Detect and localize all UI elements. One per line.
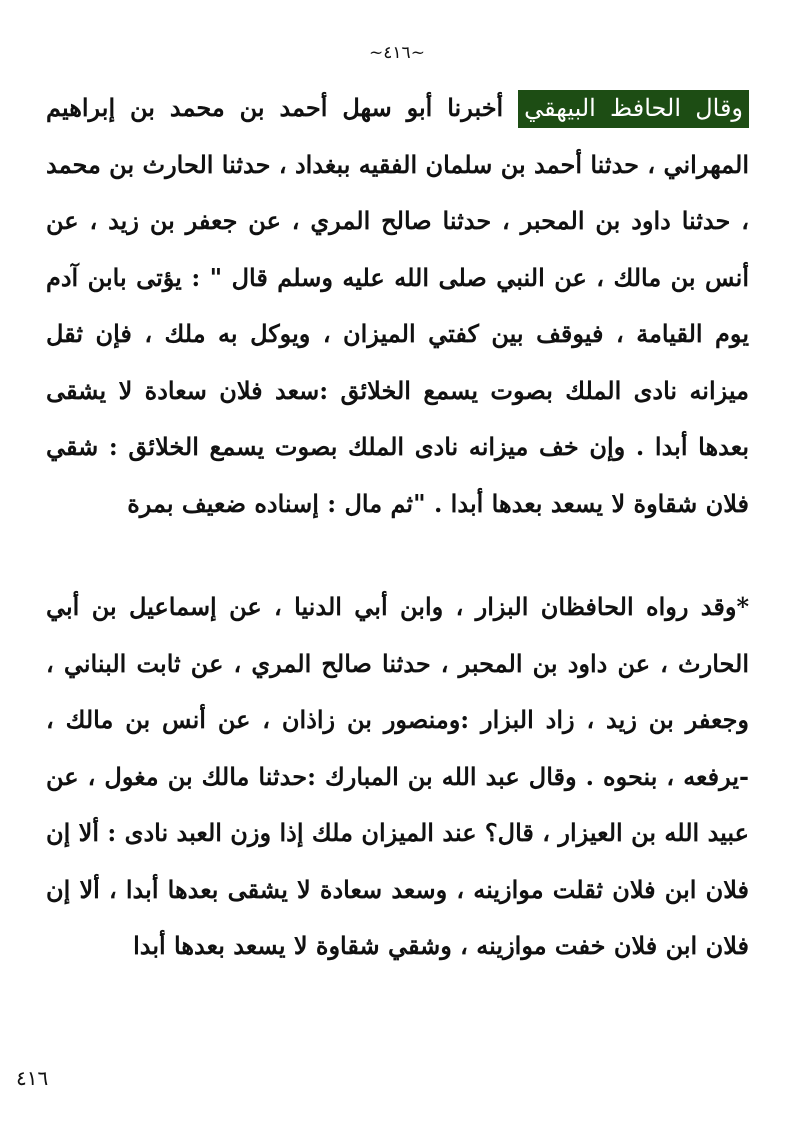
paragraph-1-text: أخبرنا أبو سهل أحمد بن محمد بن إبراهيم المهراني ، حدثنا أحمد بن سلمان الفقيه ببغداد ، حدثنا الحارث بن محمد ، حدثنا داود بن المحبر ، حدثنا صالح المري ، عن جعفر بن زيد ، عن أنس بن مالك ، عن النبي صلى الله عليه وسلم قال " : يؤتى بابن آدم يوم القيامة ، فيوقف بين كفتي الميزان ، ويوكل به ملك ، فإن ثقل ميزانه نادى الملك بصوت يسمع الخلائق :سعد فلان سعادة لا يشقى بعدها أبدا . وإن خف ميزانه نادى الملك بصوت يسمع الخلائق : شقي فلان شقاوة لا يسعد بعدها أبدا . "ثم مال : إسناده ضعيف بمرة <box>46 93 749 518</box>
highlighted-narrator-phrase: وقال الحافظ البيهقي <box>518 90 749 128</box>
paragraph-1 <box>46 80 749 532</box>
page-number: ٤١٦ <box>16 1066 49 1090</box>
page-header-marker: ~٤١٦~ <box>369 43 425 63</box>
paragraph-2: *وقد رواه الحافظان البزار ، وابن أبي الدنيا ، عن إسماعيل بن أبي الحارث ، عن داود بن المحبر ، حدثنا صالح المري ، عن ثابت البناني ، وجعفر بن زيد ، زاد البزار :ومنصور بن زاذان ، عن أنس بن مالك ، -يرفعه ، بنحوه . وقال عبد الله بن المبارك :حدثنا مالك بن مغول ، عن عبيد الله بن العيزار ، قال؟ عند الميزان ملك إذا وزن العبد نادى : ألا إن فلان ابن فلان ثقلت موازينه ، وسعد سعادة لا يشقى بعدها أبدا ، ألا إن فلان ابن فلان خفت موازينه ، وشقي شقاوة لا يسعد بعدها أبدا <box>46 592 749 960</box>
